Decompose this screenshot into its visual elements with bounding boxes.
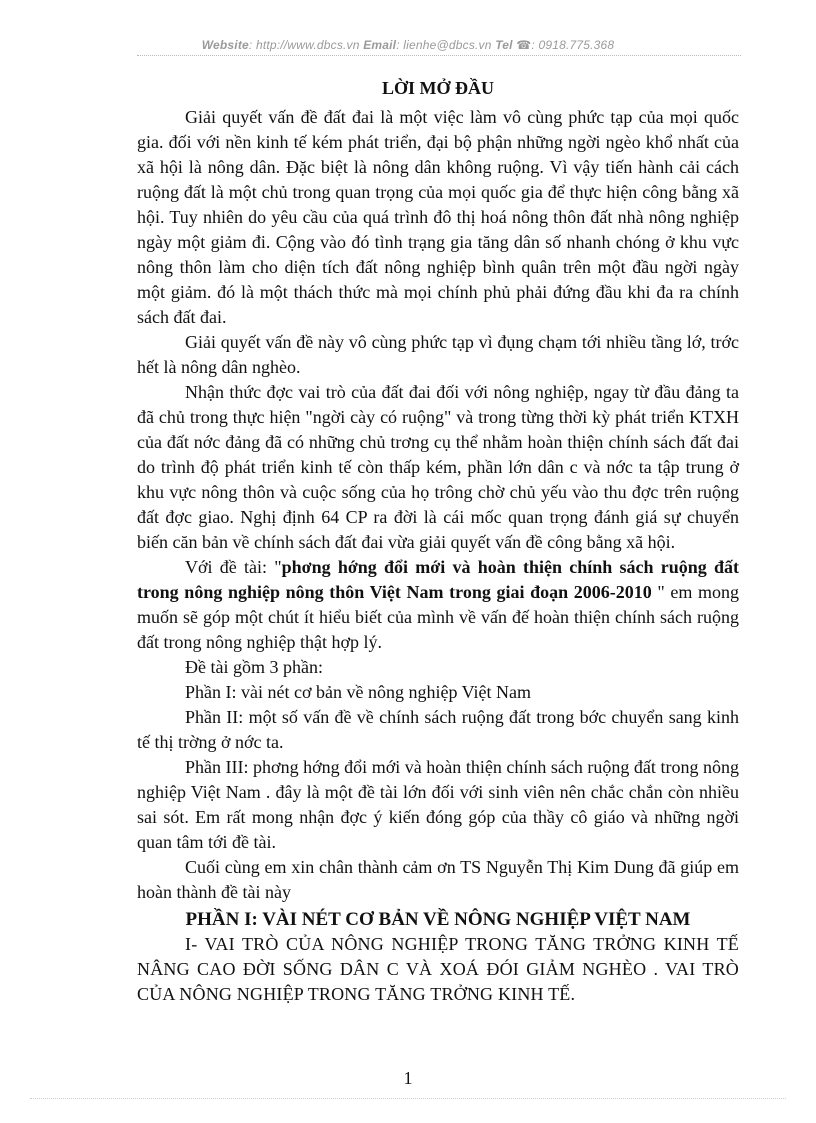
paragraph-thanks: Cuối cùng em xin chân thành cảm ơn TS Nguyễn Thị Kim Dung đã giúp em hoàn thành đề tài này <box>137 857 739 902</box>
paragraph-complexity: Giải quyết vấn đề này vô cùng phức tạp vì đụng chạm tới nhiều tầng lớ, trớc hết là nông dân nghèo. <box>137 332 739 377</box>
part-one-heading: PHẦN I: VÀI NÉT CƠ BẢN VỀ NÔNG NGHIỆP VIỆT NAM <box>185 909 691 930</box>
website-value[interactable]: : http://www.dbcs.vn <box>248 38 360 52</box>
page-number: 1 <box>403 1068 413 1088</box>
email-value[interactable]: : lienhe@dbcs.vn <box>396 38 492 52</box>
tel-value: : 0918.775.368 <box>531 38 615 52</box>
document-title: LỜI MỞ ĐẦU <box>382 78 494 98</box>
document-body <box>137 66 739 1007</box>
website-label: Website <box>201 38 249 52</box>
telephone-icon: ☎ <box>516 38 532 52</box>
paragraph-topic <box>137 555 739 655</box>
paragraph-part-three: Phần III: phơng hớng đổi mới và hoàn thiện chính sách ruộng đất trong nông nghiệp Việt Nam . đây là một đề tài lớn đối với sinh viên nên chắc chắn còn nhiều sai sót. Em rất mong nhận đợc ý kiến đóng góp của thầy cô giáo và những ngời quan tâm tới đề tài. <box>137 757 739 852</box>
email-label: Email <box>363 38 397 52</box>
paragraph-part-one: Phần I: vài nét cơ bản về nông nghiệp Việt Nam <box>185 682 532 702</box>
header-divider <box>137 55 741 56</box>
section-heading: I- VAI TRÒ CỦA NÔNG NGHIỆP TRONG TĂNG TRỞNG KINH TẾ NÂNG CAO ĐỜI SỐNG DÂN C VÀ XOÁ ĐÓI GIẢM NGHÈO . VAI TRÒ CỦA NÔNG NGHIỆP TRONG TĂNG TRỞNG KINH TẾ. <box>137 934 739 1004</box>
paragraph-part-two: Phần II: một số vấn đề về chính sách ruộng đất trong bớc chuyển sang kinh tế thị trờng ở nớc ta. <box>137 707 739 752</box>
tel-label: Tel <box>495 38 513 52</box>
footer-divider <box>30 1098 786 1099</box>
topic-suffix: " em mong muốn sẽ góp một chút ít hiểu biết của mình về vấn đế hoàn thiện chính sách ruộng đất trong nông nghiệp thật hợp lý. <box>137 582 740 652</box>
paragraph-awareness: Nhận thức đợc vai trò của đất đai đối với nông nghiệp, ngay từ đầu đảng ta đã chủ trong thực hiện "ngời cày có ruộng" và trong từng thời kỳ phát triển KTXH của đất nớc đảng đã có những chủ trơng cụ thể nhằm hoàn thiện chính sách đất đai do trình độ phát triển kinh tế còn thấp kém, phần lớn dân c và nớc ta tập trung ở khu vực nông thôn và cuộc sống của họ trông chờ chủ yếu vào thu đợc trên ruộng đất đợc giao. Nghị định 64 CP ra đời là cái mốc quan trọng đánh giá sự chuyển biến căn bản về chính sách đất đai vừa giải quyết vấn đề công bằng xã hội. <box>137 382 739 552</box>
page-header <box>0 38 816 52</box>
topic-prefix: Với đề tài: " <box>185 557 282 577</box>
paragraph-structure: Đề tài gồm 3 phần: <box>185 657 323 677</box>
topic-title: phơng hớng đổi mới và hoàn thiện chính sách ruộng đất trong nông nghiệp nông thôn Việt Nam trong giai đoạn 2006-2010 <box>137 557 740 602</box>
paragraph-intro: Giải quyết vấn đề đất đai là một việc làm vô cùng phức tạp của mọi quốc gia. đối với nền kinh tế kém phát triển, đại bộ phận những ngời ngèo khổ nhất của xã hội là nông dân. Đặc biệt là nông dân không ruộng. Vì vậy tiến hành cải cách ruộng đất là một chủ trong quan trọng của mọi quốc gia để thực hiện công bằng xã hội. Tuy nhiên do yêu cầu của quá trình đô thị hoá nông thôn đất nhà nông nghiệp ngày một giảm đi. Cộng vào đó tình trạng gia tăng dân số nhanh chóng ở khu vực nông thôn làm cho diện tích đất nông nghiệp bình quân trên một đầu ngời ngày một giảm. đó là một thách thức mà mọi chính phủ phải đứng đầu khi đa ra chính sách đất đai. <box>137 107 739 327</box>
